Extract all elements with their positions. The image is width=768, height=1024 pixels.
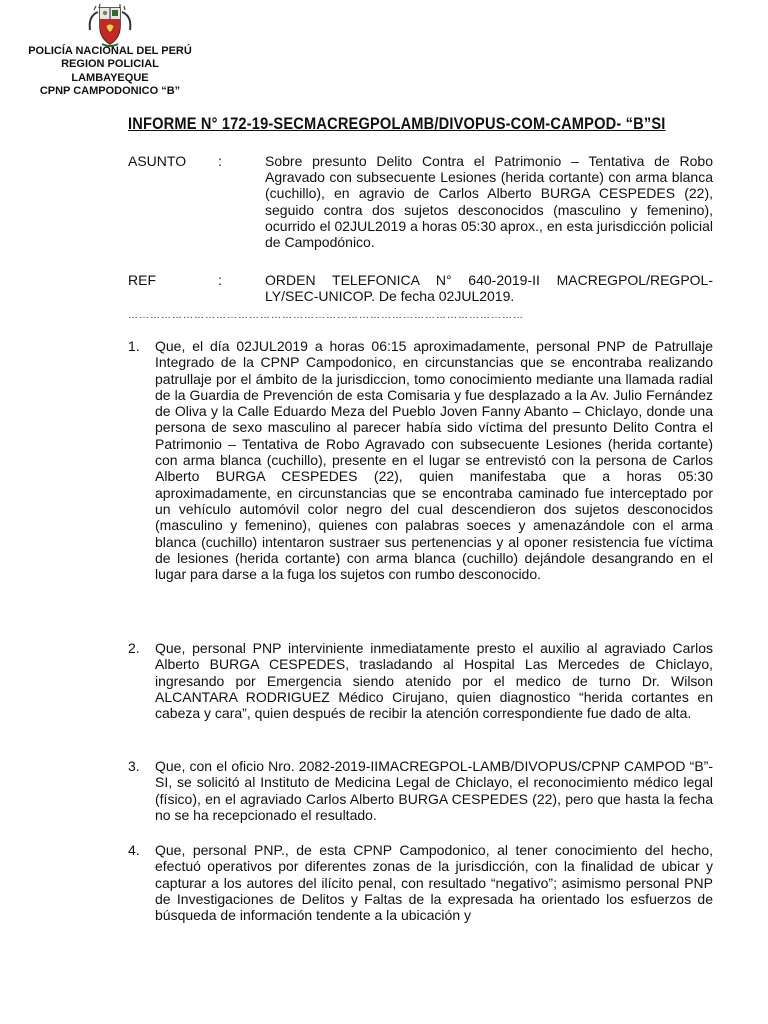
paragraph-text: Que, con el oficio Nro. 2082-2019-IIMACREGPOL-LAMB/DIVOPUS/CPNP CAMPOD “B”-SI, se solicitó al Instituto de Medicina Legal de Chiclayo, el reconocimiento médico legal (físico), en el agraviado Carlos Alberto BURGA CESPEDES (22), pero que hasta la fecha no se ha recepcionado el resultado. xyxy=(155,758,713,823)
reference-label: REF xyxy=(128,272,156,288)
reference-colon: : xyxy=(218,272,222,288)
paragraph-text: Que, el día 02JUL2019 a horas 06:15 aproximadamente, personal PNP de Patrullaje Integrado de la CPNP Campodonico, en circunstancias que se encontraba realizando patrullaje por el ámbito de la jurisdiccion, tomo conocimiento mediante una llamada radial de la Guardia de Prevención de esta Comisaria y fue desplazado a la Av. Julio Fernández de Oliva y la Calle Eduardo Meza del Pueblo Joven Fanny Abanto – Chiclayo, donde una persona de sexo masculino al parecer había sido víctima del presunto Delito Contra el Patrimonio – Tentativa de Robo Agravado con subsecuente Lesiones (herida cortante) con arma blanca (cuchillo), presente en el lugar se entrevistó con la persona de Carlos Alberto BURGA CESPEDES (22), quien manifestaba que a horas 05:30 aproximadamente, en circunstancias que se encontraba caminado fue interceptado por un vehículo automóvil color negro del cual descendieron dos sujetos desconocidos (masculino y femenino), quienes con palabras soeces y amenazándole con el arma blanca (cuchillo) intentaron sustraer sus pertenencias y al oponer resistencia fue víctima de lesiones (herida cortante) con arma blanca (cuchillo) dejándole desangrando en el lugar para darse a la fuga los sujetos con rumbo desconocido. xyxy=(155,338,713,583)
coat-of-arms-icon xyxy=(82,2,138,48)
org-line-cpnp: CPNP CAMPODONICO “B” xyxy=(39,85,181,98)
paragraph-text: Que, personal PNP., de esta CPNP Campodonico, al tener conocimiento del hecho, efectuó operativos por diferentes zonas de la jurisdicción, con la finalidad de ubicar y capturar a los autores del ilícito penal, con resultado “negativo”; asimismo personal PNP de Investigaciones de Delitos y Faltas de la expresada ha orientado los esfuerzos de búsqueda de información tendente a la ubicación y xyxy=(155,842,713,924)
subject-colon: : xyxy=(218,153,222,169)
reference-text: ORDEN TELEFONICA N° 640-2019-II MACREGPOL/REGPOL-LY/SEC-UNICOP. De fecha 02JUL2019. xyxy=(265,272,713,305)
header-organization xyxy=(12,45,208,99)
org-line-police-region: REGION POLICIAL xyxy=(61,58,159,71)
paragraph-4 xyxy=(128,842,713,923)
subject-text: Sobre presunto Delito Contra el Patrimonio – Tentativa de Robo Agravado con subsecuente Lesiones (herida cortante) con arma blanca (cuchillo), en agravio de Carlos Alberto BURGA CESPEDES (22), seguido contra dos sujetos desconocidos (masculino y femenino), ocurrido el 02JUL2019 a horas 05:30 aprox., en esta jurisdicción policial de Campodónico. xyxy=(265,153,713,251)
org-line-lambayeque: LAMBAYEQUE xyxy=(71,71,149,84)
subject-label: ASUNTO xyxy=(128,153,187,169)
org-line-national-police: POLICÍA NACIONAL DEL PERÚ xyxy=(28,45,192,57)
paragraph-number: 2. xyxy=(128,640,140,656)
paragraph-number: 3. xyxy=(128,758,140,774)
paragraph-1 xyxy=(128,338,713,582)
report-title: INFORME N° 172-19-SECMACREGPOLAMB/DIVOPUS-COM-CAMPOD- “B”SI xyxy=(128,114,666,133)
subject-row xyxy=(128,153,713,250)
paragraph-text: Que, personal PNP interviniente inmediatamente presto el auxilio al agraviado Carlos Alberto BURGA CESPEDES, trasladando al Hospital Las Mercedes de Chiclayo, ingresando por Emergencia siendo atenido por el medico de turno Dr. Wilson ALCANTARA RODRIGUEZ Médico Cirujano, quien diagnostico “herida cortantes en cabeza y cara”, quien después de recibir la atención correspondiente fue dado de alta. xyxy=(155,640,713,722)
paragraph-2 xyxy=(128,640,713,721)
reference-row xyxy=(128,272,713,304)
dotted-separator: ……………………………………………………………………………………………… xyxy=(128,310,524,321)
paragraph-number: 4. xyxy=(128,842,140,858)
paragraph-number: 1. xyxy=(128,338,140,354)
paragraph-3 xyxy=(128,758,713,823)
